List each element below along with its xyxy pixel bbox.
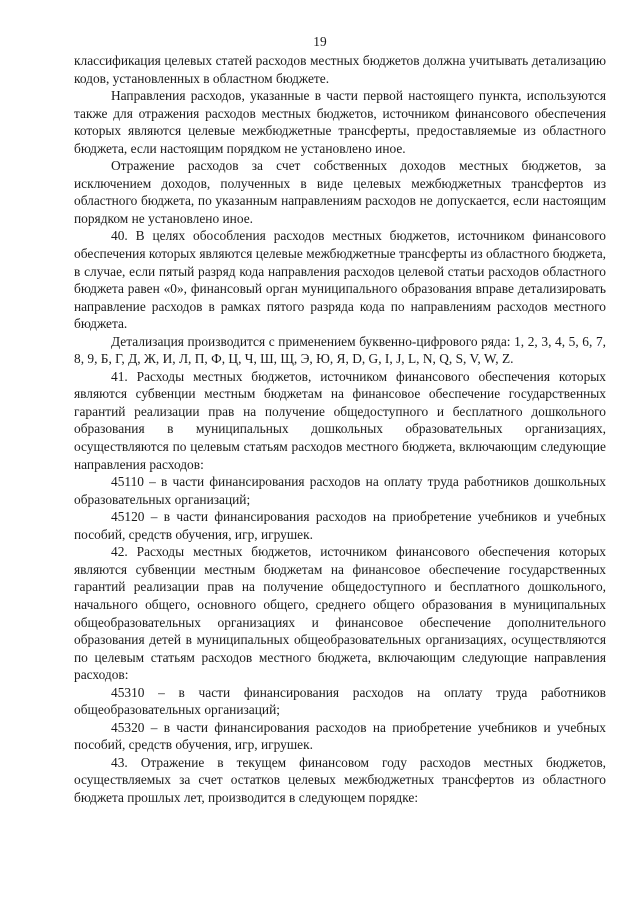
- paragraph-item-43: 43. Отражение в текущем финансовом году расходов местных бюджетов, осуществляемых за счет остатков целевых межбюджетных трансфертов из областного бюджета прошлых лет, производится в следующем порядке:: [74, 754, 606, 805]
- paragraph-detail-series: Детализация производится с применением буквенно-цифрового ряда: 1, 2, 3, 4, 5, 6, 7, 8, 9, Б, Г, Д, Ж, И, Л, П, Ф, Ц, Ч, Ш, Щ, Э, Ю, Я, D, G, I, J, L, N, Q, S, V, W, Z.: [74, 333, 606, 367]
- document-body: [74, 52, 606, 807]
- paragraph-directions-usage: Направления расходов, указанные в части первой настоящего пункта, используются также для отражения расходов местных бюджетов, источником финансового обеспечения которых являются целевые межбюджетные трансферты, предоставляемые из областного бюджета, если настоящим порядком не установлено иное.: [74, 88, 606, 156]
- paragraph-item-41: 41. Расходы местных бюджетов, источником финансового обеспечения которых являются субвенции местным бюджетам на финансовое обеспечение государственных гарантий реализации прав на получение общедоступного и бесплатного дошкольного образования в муниципальных дошкольных образовательных организациях, осуществляются по целевым статьям расходов местного бюджета, включающим следующие направления расходов:: [74, 368, 606, 472]
- paragraph-code-45110: 45110 – в части финансирования расходов на оплату труда работников дошкольных образовательных организаций;: [74, 474, 606, 507]
- paragraph-item-42: 42. Расходы местных бюджетов, источником финансового обеспечения которых являются субвенции местным бюджетам на финансовое обеспечение государственных гарантий реализации прав на получение общедоступного и бесплатного дошкольного, начального общего, основного общего, среднего общего образования в муниципальных общеобразовательных организациях и финансовое обеспечение дополнительного образования детей в муниципальных общеобразовательных организациях, осуществляются по целевым статьям расходов местного бюджета, включающим следующие направления расходов:: [74, 544, 606, 683]
- paragraph-code-45310: 45310 – в части финансирования расходов на оплату труда работников общеобразовательных организаций;: [74, 684, 606, 718]
- paragraph-continuation: классификация целевых статей расходов местных бюджетов должна учитывать детализацию кодов, установленных в областном бюджете.: [74, 53, 606, 86]
- page-number: 19: [313, 34, 327, 49]
- paragraph-own-revenue: Отражение расходов за счет собственных доходов местных бюджетов, за исключением доходов, полученных в виде целевых межбюджетных трансфертов из областного бюджета, по указанным направлениям расходов не допускается, если настоящим порядком не установлено иное.: [74, 158, 606, 226]
- paragraph-code-45120: 45120 – в части финансирования расходов на приобретение учебников и учебных пособий, средств обучения, игр, игрушек.: [74, 509, 606, 542]
- paragraph-code-45320: 45320 – в части финансирования расходов на приобретение учебников и учебных пособий, средств обучения, игр, игрушек.: [74, 719, 606, 753]
- paragraph-item-40: 40. В целях обособления расходов местных бюджетов, источником финансового обеспечения которых являются целевые межбюджетные трансферты из областного бюджета, в случае, если пятый разряд кода направления расходов целевой статьи расходов областного бюджета равен «0», финансовый орган муниципального образования вправе детализировать направление расходов в рамках пятого разряда кода по направлениям расходов местного бюджета.: [74, 228, 606, 332]
